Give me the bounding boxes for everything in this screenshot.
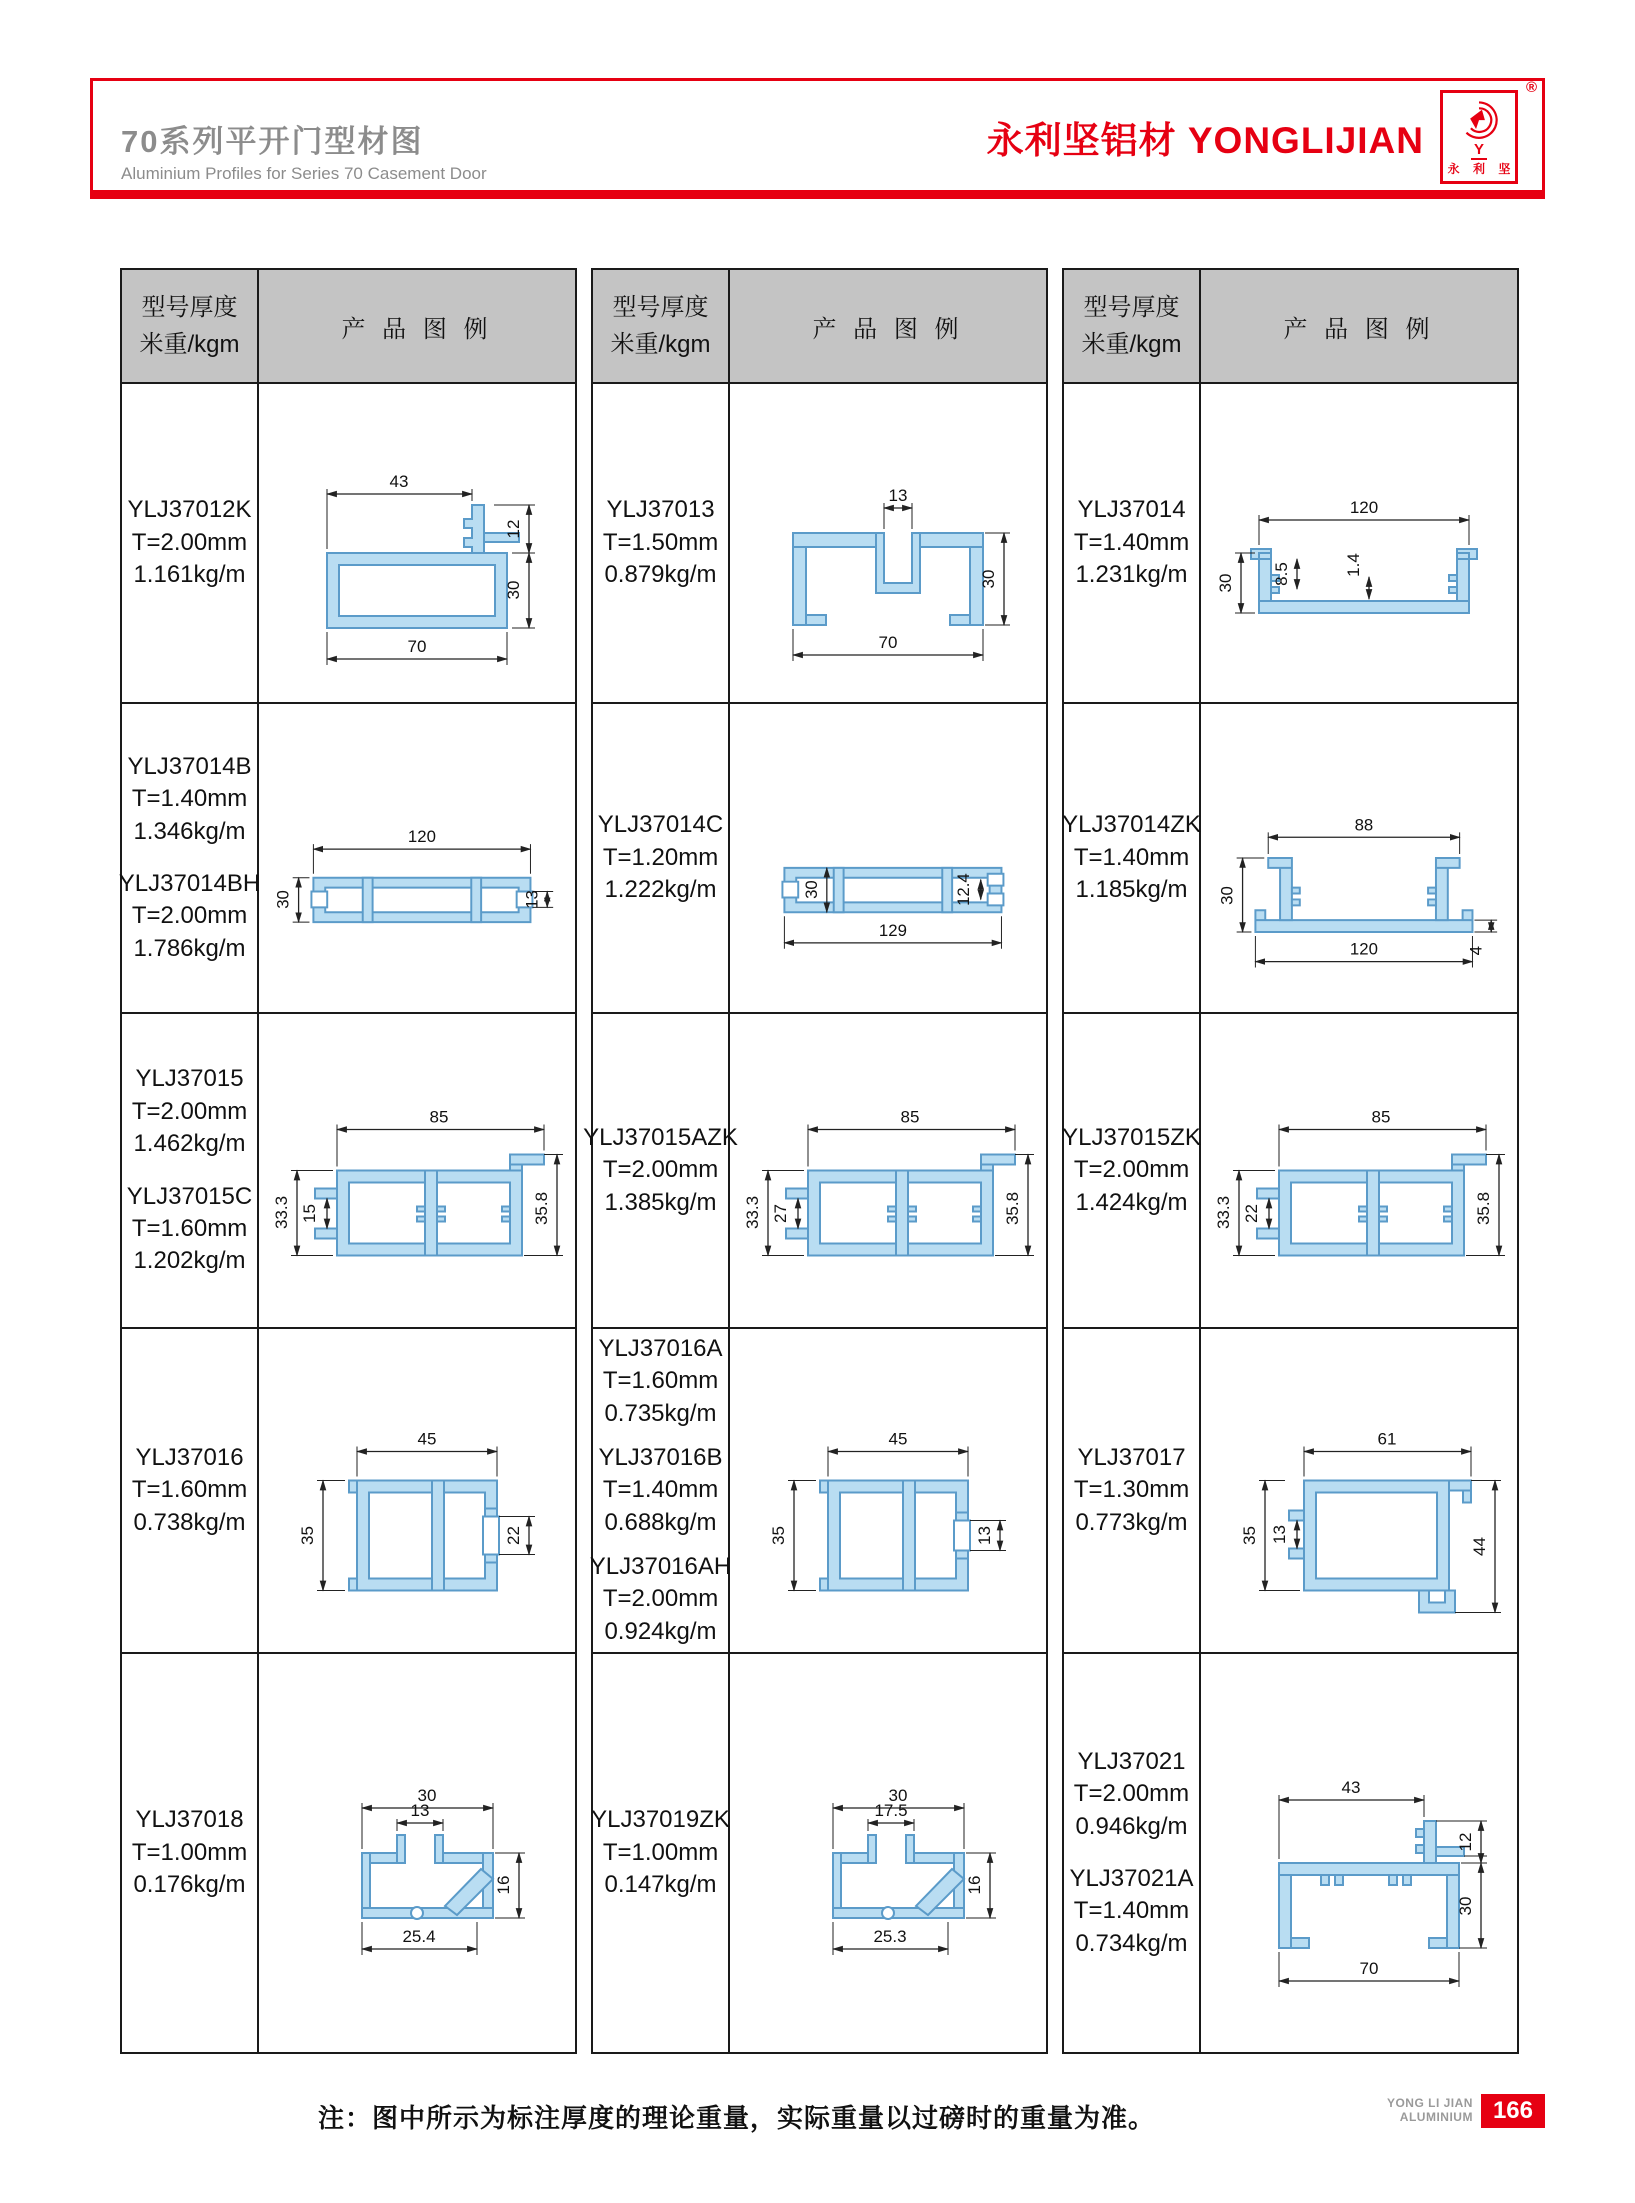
svg-text:120: 120 [1349, 498, 1379, 517]
profile-drawing-ylj37019zk [738, 1703, 1038, 2003]
product-thickness: T=2.00mm [1073, 1780, 1190, 1808]
svg-text:85: 85 [1371, 1107, 1391, 1127]
table-row [122, 1327, 575, 1652]
svg-text:27: 27 [771, 1204, 790, 1223]
product-drawing-cell [259, 1654, 575, 2052]
profile-drawing-ylj37012k [267, 390, 567, 696]
svg-text:30: 30 [417, 1786, 437, 1805]
product-code: YLJ37013 [606, 496, 715, 524]
svg-text:35: 35 [298, 1526, 317, 1545]
table-row [122, 1012, 575, 1327]
svg-text:35.8: 35.8 [1003, 1191, 1022, 1226]
table-row [593, 702, 1046, 1012]
column-header-model: 型号厚度 米重/kgm [1064, 270, 1201, 382]
profile-drawing-ylj37014zk [1209, 710, 1509, 1006]
svg-text:13: 13 [1270, 1525, 1289, 1544]
product-drawing-cell [730, 1654, 1046, 2052]
product-info-cell [593, 1654, 730, 2052]
table-row [583, 1012, 1046, 1327]
product-drawing-cell [730, 1014, 1046, 1327]
svg-text:12: 12 [1456, 1832, 1475, 1852]
product-code: YLJ37015AZK [583, 1123, 738, 1151]
column-header-diagram: 产 品 图 例 [730, 270, 1046, 382]
product-weight: 0.734kg/m [1075, 1929, 1188, 1957]
product-code: YLJ37014BH [118, 870, 261, 897]
product-code: YLJ37017 [1077, 1443, 1186, 1471]
svg-text:13: 13 [410, 1801, 430, 1820]
company-logo [1440, 79, 1537, 184]
profile-drawing-ylj37015azk [738, 1020, 1038, 1321]
product-thickness: T=1.20mm [602, 843, 719, 871]
svg-text:85: 85 [900, 1107, 920, 1127]
table-group-3 [1062, 268, 1519, 2054]
product-code: YLJ37021 [1077, 1747, 1186, 1775]
product-weight: 0.688kg/m [604, 1508, 717, 1536]
table-row [1064, 382, 1517, 702]
product-drawing-cell [259, 1014, 575, 1327]
product-weight: 1.462kg/m [133, 1130, 246, 1158]
product-thickness: T=2.00mm [602, 1156, 719, 1184]
table-row [593, 382, 1046, 702]
logo-y-mark: Y [1471, 142, 1487, 160]
product-thickness: T=1.50mm [602, 528, 719, 556]
product-thickness: T=2.00mm [131, 1097, 248, 1125]
svg-text:13: 13 [975, 1526, 994, 1545]
product-weight: 0.735kg/m [604, 1399, 717, 1427]
table-row [122, 1652, 575, 2052]
svg-text:129: 129 [878, 920, 907, 940]
product-code: YLJ37012K [127, 496, 252, 524]
footnote: 注：图中所示为标注厚度的理论重量，实际重量以过磅时的重量为准。 [318, 2103, 1156, 2133]
svg-text:85: 85 [429, 1107, 449, 1127]
svg-text:88: 88 [1354, 815, 1374, 835]
logo-swirl-icon [1454, 98, 1504, 142]
svg-text:1.4: 1.4 [1344, 553, 1363, 577]
logo-characters: 永 利 坚 [1447, 162, 1516, 176]
table-row [118, 702, 575, 1012]
product-weight: 1.202kg/m [133, 1247, 246, 1275]
svg-text:33.3: 33.3 [743, 1195, 762, 1230]
svg-text:33.3: 33.3 [1214, 1195, 1233, 1230]
product-weight: 0.738kg/m [133, 1508, 246, 1536]
product-thickness: T=1.30mm [1073, 1476, 1190, 1504]
product-weight: 1.385kg/m [604, 1188, 717, 1216]
svg-text:33.3: 33.3 [272, 1195, 291, 1230]
product-info-cell [1064, 1329, 1201, 1652]
product-drawing-cell [730, 1329, 1046, 1652]
table-row [593, 1652, 1046, 2052]
svg-text:30: 30 [273, 890, 293, 909]
column-header-diagram: 产 品 图 例 [1201, 270, 1517, 382]
svg-text:25.3: 25.3 [873, 1927, 907, 1946]
product-info-cell [122, 384, 259, 702]
product-info-cell [122, 1654, 259, 2052]
product-thickness: T=1.00mm [131, 1838, 248, 1866]
svg-text:30: 30 [1217, 886, 1237, 905]
table-header-row [122, 270, 575, 382]
product-weight: 0.924kg/m [604, 1617, 717, 1645]
product-drawing-cell [1201, 1329, 1517, 1652]
product-drawing-cell [1201, 704, 1517, 1012]
table-group-2 [583, 268, 1048, 2054]
svg-text:15: 15 [300, 1204, 319, 1223]
product-drawing-cell [259, 704, 575, 1012]
column-header-model: 型号厚度 米重/kgm [122, 270, 259, 382]
product-weight: 0.946kg/m [1075, 1812, 1188, 1840]
product-drawing-cell [259, 384, 575, 702]
page-header [90, 78, 1545, 190]
footer-brand-text: YONG LI JIAN ALUMINIUM [1386, 2096, 1473, 2124]
product-drawing-cell [1201, 1014, 1517, 1327]
column-header-diagram: 产 品 图 例 [259, 270, 575, 382]
table-group-1 [120, 268, 577, 2054]
svg-text:30: 30 [504, 580, 523, 600]
svg-text:16: 16 [965, 1875, 984, 1895]
product-code: YLJ37016A [598, 1334, 723, 1362]
svg-text:12.4: 12.4 [953, 873, 973, 906]
product-weight: 1.161kg/m [133, 561, 246, 589]
product-info-cell [1064, 1014, 1201, 1327]
brand-name: 永利坚铝材 YONGLIJIAN [986, 120, 1424, 161]
profile-drawing-ylj37016 [267, 1335, 567, 1646]
svg-text:4: 4 [1466, 946, 1486, 956]
product-drawing-cell [730, 704, 1046, 1012]
product-code: YLJ37016AH [589, 1553, 732, 1581]
table-header-row [593, 270, 1046, 382]
page-subtitle: Aluminium Profiles for Series 70 Casement Door [121, 164, 487, 183]
product-info-cell [122, 1014, 259, 1327]
svg-text:35: 35 [769, 1526, 788, 1545]
svg-text:22: 22 [504, 1526, 523, 1545]
svg-text:30: 30 [888, 1786, 908, 1805]
profile-drawing-ylj37021 [1209, 1703, 1509, 2003]
product-thickness: T=1.40mm [1073, 528, 1190, 556]
svg-text:61: 61 [1377, 1429, 1397, 1449]
svg-text:43: 43 [1341, 1778, 1361, 1797]
profile-drawing-ylj37013 [738, 390, 1038, 696]
product-drawing-cell [1201, 1654, 1517, 2052]
product-weight: 1.346kg/m [133, 817, 246, 845]
svg-text:30: 30 [1216, 573, 1235, 593]
svg-text:17.5: 17.5 [874, 1801, 908, 1820]
svg-text:70: 70 [407, 637, 427, 656]
product-code: YLJ37019ZK [591, 1806, 730, 1834]
product-thickness: T=1.60mm [131, 1476, 248, 1504]
brand-block [986, 79, 1537, 184]
svg-text:120: 120 [1349, 939, 1378, 959]
svg-text:43: 43 [389, 472, 409, 491]
product-info-cell [118, 704, 261, 1012]
product-thickness: T=2.00mm [131, 528, 248, 556]
product-weight: 1.222kg/m [604, 876, 717, 904]
svg-text:30: 30 [1456, 1896, 1475, 1916]
page-number: 166 [1481, 2094, 1545, 2128]
svg-text:70: 70 [1359, 1959, 1379, 1978]
table-row [589, 1327, 1046, 1652]
header-red-bar [90, 190, 1545, 199]
svg-text:70: 70 [878, 633, 898, 652]
product-thickness: T=1.40mm [131, 785, 248, 813]
product-weight: 0.147kg/m [604, 1871, 717, 1899]
profile-drawing-ylj37014 [1209, 390, 1509, 696]
column-header-model: 型号厚度 米重/kgm [593, 270, 730, 382]
profile-drawing-ylj37018 [267, 1703, 567, 2003]
product-thickness: T=1.00mm [602, 1838, 719, 1866]
product-thickness: T=1.40mm [1073, 843, 1190, 871]
profile-drawing-ylj37017 [1209, 1335, 1509, 1646]
table-row [1064, 702, 1517, 1012]
product-info-cell [589, 1329, 732, 1652]
svg-text:8.5: 8.5 [1272, 562, 1291, 586]
product-weight: 1.424kg/m [1075, 1188, 1188, 1216]
product-info-cell [1064, 704, 1201, 1012]
product-drawing-cell [730, 384, 1046, 702]
table-row [1064, 1652, 1517, 2052]
table-row [1064, 1327, 1517, 1652]
svg-text:13: 13 [522, 890, 542, 909]
product-code: YLJ37015ZK [1062, 1123, 1201, 1151]
product-code: YLJ37018 [135, 1806, 244, 1834]
svg-text:16: 16 [494, 1875, 513, 1895]
product-thickness: T=1.40mm [1073, 1897, 1190, 1925]
product-info-cell [583, 1014, 738, 1327]
product-code: YLJ37015 [135, 1065, 244, 1093]
registered-mark: ® [1525, 79, 1537, 96]
svg-text:45: 45 [417, 1429, 437, 1449]
svg-text:22: 22 [1242, 1204, 1261, 1223]
profile-drawing-ylj37015 [267, 1020, 567, 1321]
product-weight: 1.231kg/m [1075, 561, 1188, 589]
product-weight: 0.773kg/m [1075, 1508, 1188, 1536]
product-info-cell [593, 704, 730, 1012]
product-info-cell [1064, 1654, 1201, 2052]
product-weight: 1.185kg/m [1075, 876, 1188, 904]
profile-drawing-ylj37014b [267, 710, 567, 1006]
product-drawing-cell [259, 1329, 575, 1652]
svg-text:25.4: 25.4 [402, 1927, 436, 1946]
product-code: YLJ37016B [598, 1443, 723, 1471]
svg-text:45: 45 [888, 1429, 908, 1449]
product-code: YLJ37014ZK [1062, 811, 1201, 839]
svg-text:13: 13 [888, 486, 908, 505]
product-code: YLJ37021A [1069, 1865, 1194, 1892]
table-row [1064, 1012, 1517, 1327]
product-weight: 0.176kg/m [133, 1871, 246, 1899]
svg-text:35: 35 [1240, 1526, 1259, 1545]
title-block [121, 116, 487, 184]
page-title: 70系列平开门型材图 [121, 124, 424, 159]
svg-text:30: 30 [979, 569, 998, 589]
product-code: YLJ37016 [135, 1443, 244, 1471]
product-weight: 1.786kg/m [133, 934, 246, 962]
svg-text:35.8: 35.8 [532, 1191, 551, 1226]
product-thickness: T=1.60mm [602, 1367, 719, 1395]
svg-text:120: 120 [407, 827, 436, 847]
product-thickness: T=2.00mm [1073, 1156, 1190, 1184]
table-row [122, 382, 575, 702]
table-header-row [1064, 270, 1517, 382]
svg-text:12: 12 [504, 519, 523, 539]
profile-drawing-ylj37016a [738, 1335, 1038, 1646]
product-weight: 0.879kg/m [604, 561, 717, 589]
product-thickness: T=2.00mm [131, 902, 248, 930]
profile-drawing-ylj37014c [738, 710, 1038, 1006]
page-footer-brand [1387, 2094, 1545, 2128]
product-code: YLJ37014 [1077, 496, 1186, 524]
svg-text:35.8: 35.8 [1474, 1191, 1493, 1226]
product-thickness: T=1.40mm [602, 1476, 719, 1504]
product-info-cell [593, 384, 730, 702]
product-thickness: T=2.00mm [602, 1585, 719, 1613]
profile-drawing-ylj37015zk [1209, 1020, 1509, 1321]
product-thickness: T=1.60mm [131, 1214, 248, 1242]
svg-text:30: 30 [801, 880, 821, 899]
product-drawing-cell [1201, 384, 1517, 702]
product-info-cell [1064, 384, 1201, 702]
product-info-cell [122, 1329, 259, 1652]
svg-text:44: 44 [1470, 1537, 1489, 1556]
product-code: YLJ37014C [597, 811, 724, 839]
product-code: YLJ37014B [127, 752, 252, 780]
profiles-table [120, 268, 1519, 2054]
product-code: YLJ37015C [126, 1182, 253, 1210]
